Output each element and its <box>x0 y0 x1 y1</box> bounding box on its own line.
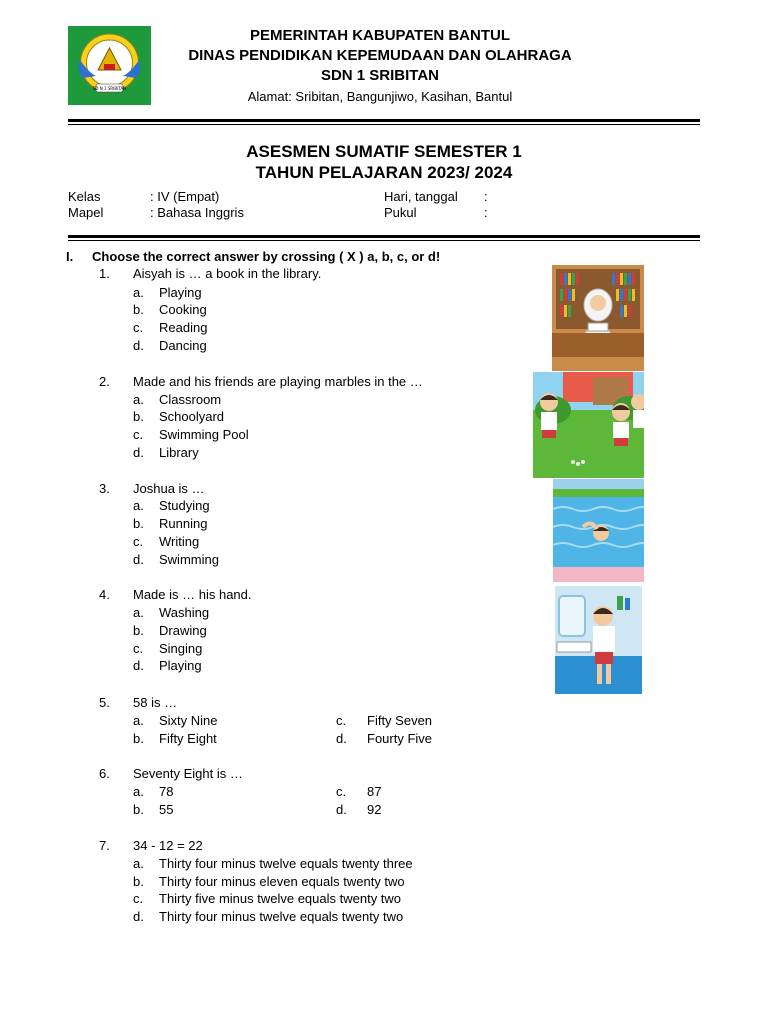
header-department: DINAS PENDIDIKAN KEPEMUDAAN DAN OLAHRAGA <box>188 47 572 64</box>
question-number: 6. <box>99 766 110 781</box>
option-letter: d. <box>133 338 144 353</box>
option-text: Studying <box>159 498 210 513</box>
exam-title: ASESMEN SUMATIF SEMESTER 1 <box>246 142 522 161</box>
option-letter: d. <box>133 658 144 673</box>
option-letter: a. <box>133 856 144 871</box>
option-text: Thirty four minus twelve equals twenty three <box>159 856 413 871</box>
option-text: Thirty four minus twelve equals twenty two <box>159 909 404 924</box>
option-text: 92 <box>367 802 382 817</box>
question-text: Made is … his hand. <box>133 587 252 602</box>
option-letter: a. <box>133 713 144 728</box>
meta-rule-thin <box>68 240 700 241</box>
question-text: 34 - 12 = 22 <box>133 838 203 853</box>
option-letter: b. <box>133 802 144 817</box>
option-letter: c. <box>133 891 144 906</box>
option-letter: b. <box>133 731 144 746</box>
pukul-value: : <box>484 205 488 220</box>
option-text: Schoolyard <box>159 409 225 424</box>
header-rule-thick <box>68 119 700 122</box>
question-text: Seventy Eight is … <box>133 766 243 781</box>
question-number: 1. <box>99 266 110 281</box>
option-letter: c. <box>336 713 347 728</box>
option-letter: c. <box>133 641 144 656</box>
mapel-label: Mapel <box>68 205 104 220</box>
header-address: Alamat: Sribitan, Bangunjiwo, Kasihan, Bantul <box>247 89 513 104</box>
question-number: 3. <box>99 481 110 496</box>
option-letter: b. <box>133 516 144 531</box>
option-letter: c. <box>133 427 144 442</box>
option-letter: c. <box>336 784 347 799</box>
option-letter: b. <box>133 409 144 424</box>
option-text: Thirty four minus eleven equals twenty two <box>159 874 405 889</box>
option-text: Sixty Nine <box>159 713 218 728</box>
option-letter: d. <box>133 445 144 460</box>
question-number: 2. <box>99 374 110 389</box>
header-rule-thin <box>68 124 700 125</box>
question-text: Made and his friends are playing marbles in the … <box>133 374 423 389</box>
option-text: Writing <box>159 534 200 549</box>
option-text: Thirty five minus twelve equals twenty two <box>159 891 402 906</box>
option-letter: d. <box>133 909 144 924</box>
option-text: Singing <box>159 641 203 656</box>
question-number: 5. <box>99 695 110 710</box>
section-instruction: Choose the correct answer by crossing ( X ) a, b, c, or d! <box>92 249 441 264</box>
option-letter: a. <box>133 498 144 513</box>
option-text: Fifty Seven <box>367 713 433 728</box>
option-text: Playing <box>159 658 202 673</box>
option-letter: a. <box>133 392 144 407</box>
mapel-value: : Bahasa Inggris <box>150 205 244 220</box>
option-text: Drawing <box>159 623 207 638</box>
question-text: 58 is … <box>133 695 178 710</box>
option-text: Swimming <box>159 552 219 567</box>
option-text: Running <box>159 516 208 531</box>
option-letter: c. <box>133 534 144 549</box>
kelas-value: : IV (Empat) <box>150 189 220 204</box>
header-government: PEMERINTAH KABUPATEN BANTUL <box>250 27 510 44</box>
option-letter: d. <box>133 552 144 567</box>
option-text: 55 <box>159 802 174 817</box>
exam-year: TAHUN PELAJARAN 2023/ 2024 <box>255 163 513 182</box>
question-number: 7. <box>99 838 110 853</box>
kelas-label: Kelas <box>68 189 101 204</box>
option-letter: a. <box>133 784 144 799</box>
hari-value: : <box>484 189 488 204</box>
option-letter: b. <box>133 874 144 889</box>
pukul-label: Pukul <box>384 205 417 220</box>
option-text: 87 <box>367 784 382 799</box>
section-number: I. <box>66 249 74 264</box>
header-school: SDN 1 SRIBITAN <box>320 67 440 84</box>
washing-hands-illustration <box>555 586 642 694</box>
option-text: Cooking <box>159 302 207 317</box>
option-text: Playing <box>159 285 202 300</box>
school-logo <box>68 26 151 105</box>
option-text: Fifty Eight <box>159 731 217 746</box>
option-text: Swimming Pool <box>159 427 249 442</box>
option-text: Fourty Five <box>367 731 433 746</box>
swimming-pool-illustration <box>553 479 644 582</box>
option-letter: b. <box>133 623 144 638</box>
option-letter: b. <box>133 302 144 317</box>
schoolyard-marbles-illustration <box>533 372 644 478</box>
option-letter: a. <box>133 285 144 300</box>
option-text: Library <box>159 445 199 460</box>
option-letter: d. <box>336 731 347 746</box>
option-text: 78 <box>159 784 174 799</box>
option-letter: a. <box>133 605 144 620</box>
question-text: Aisyah is … a book in the library. <box>133 266 322 281</box>
library-reading-illustration <box>552 265 644 371</box>
hari-label: Hari, tanggal <box>384 189 458 204</box>
option-text: Washing <box>159 605 210 620</box>
option-text: Classroom <box>159 392 222 407</box>
option-text: Reading <box>159 320 208 335</box>
option-letter: c. <box>133 320 144 335</box>
question-number: 4. <box>99 587 110 602</box>
meta-rule-thick <box>68 235 700 238</box>
question-text: Joshua is … <box>133 481 205 496</box>
option-text: Dancing <box>159 338 207 353</box>
logo-lettering: SD N 1 SRIBITAN <box>92 86 127 91</box>
option-letter: d. <box>336 802 347 817</box>
